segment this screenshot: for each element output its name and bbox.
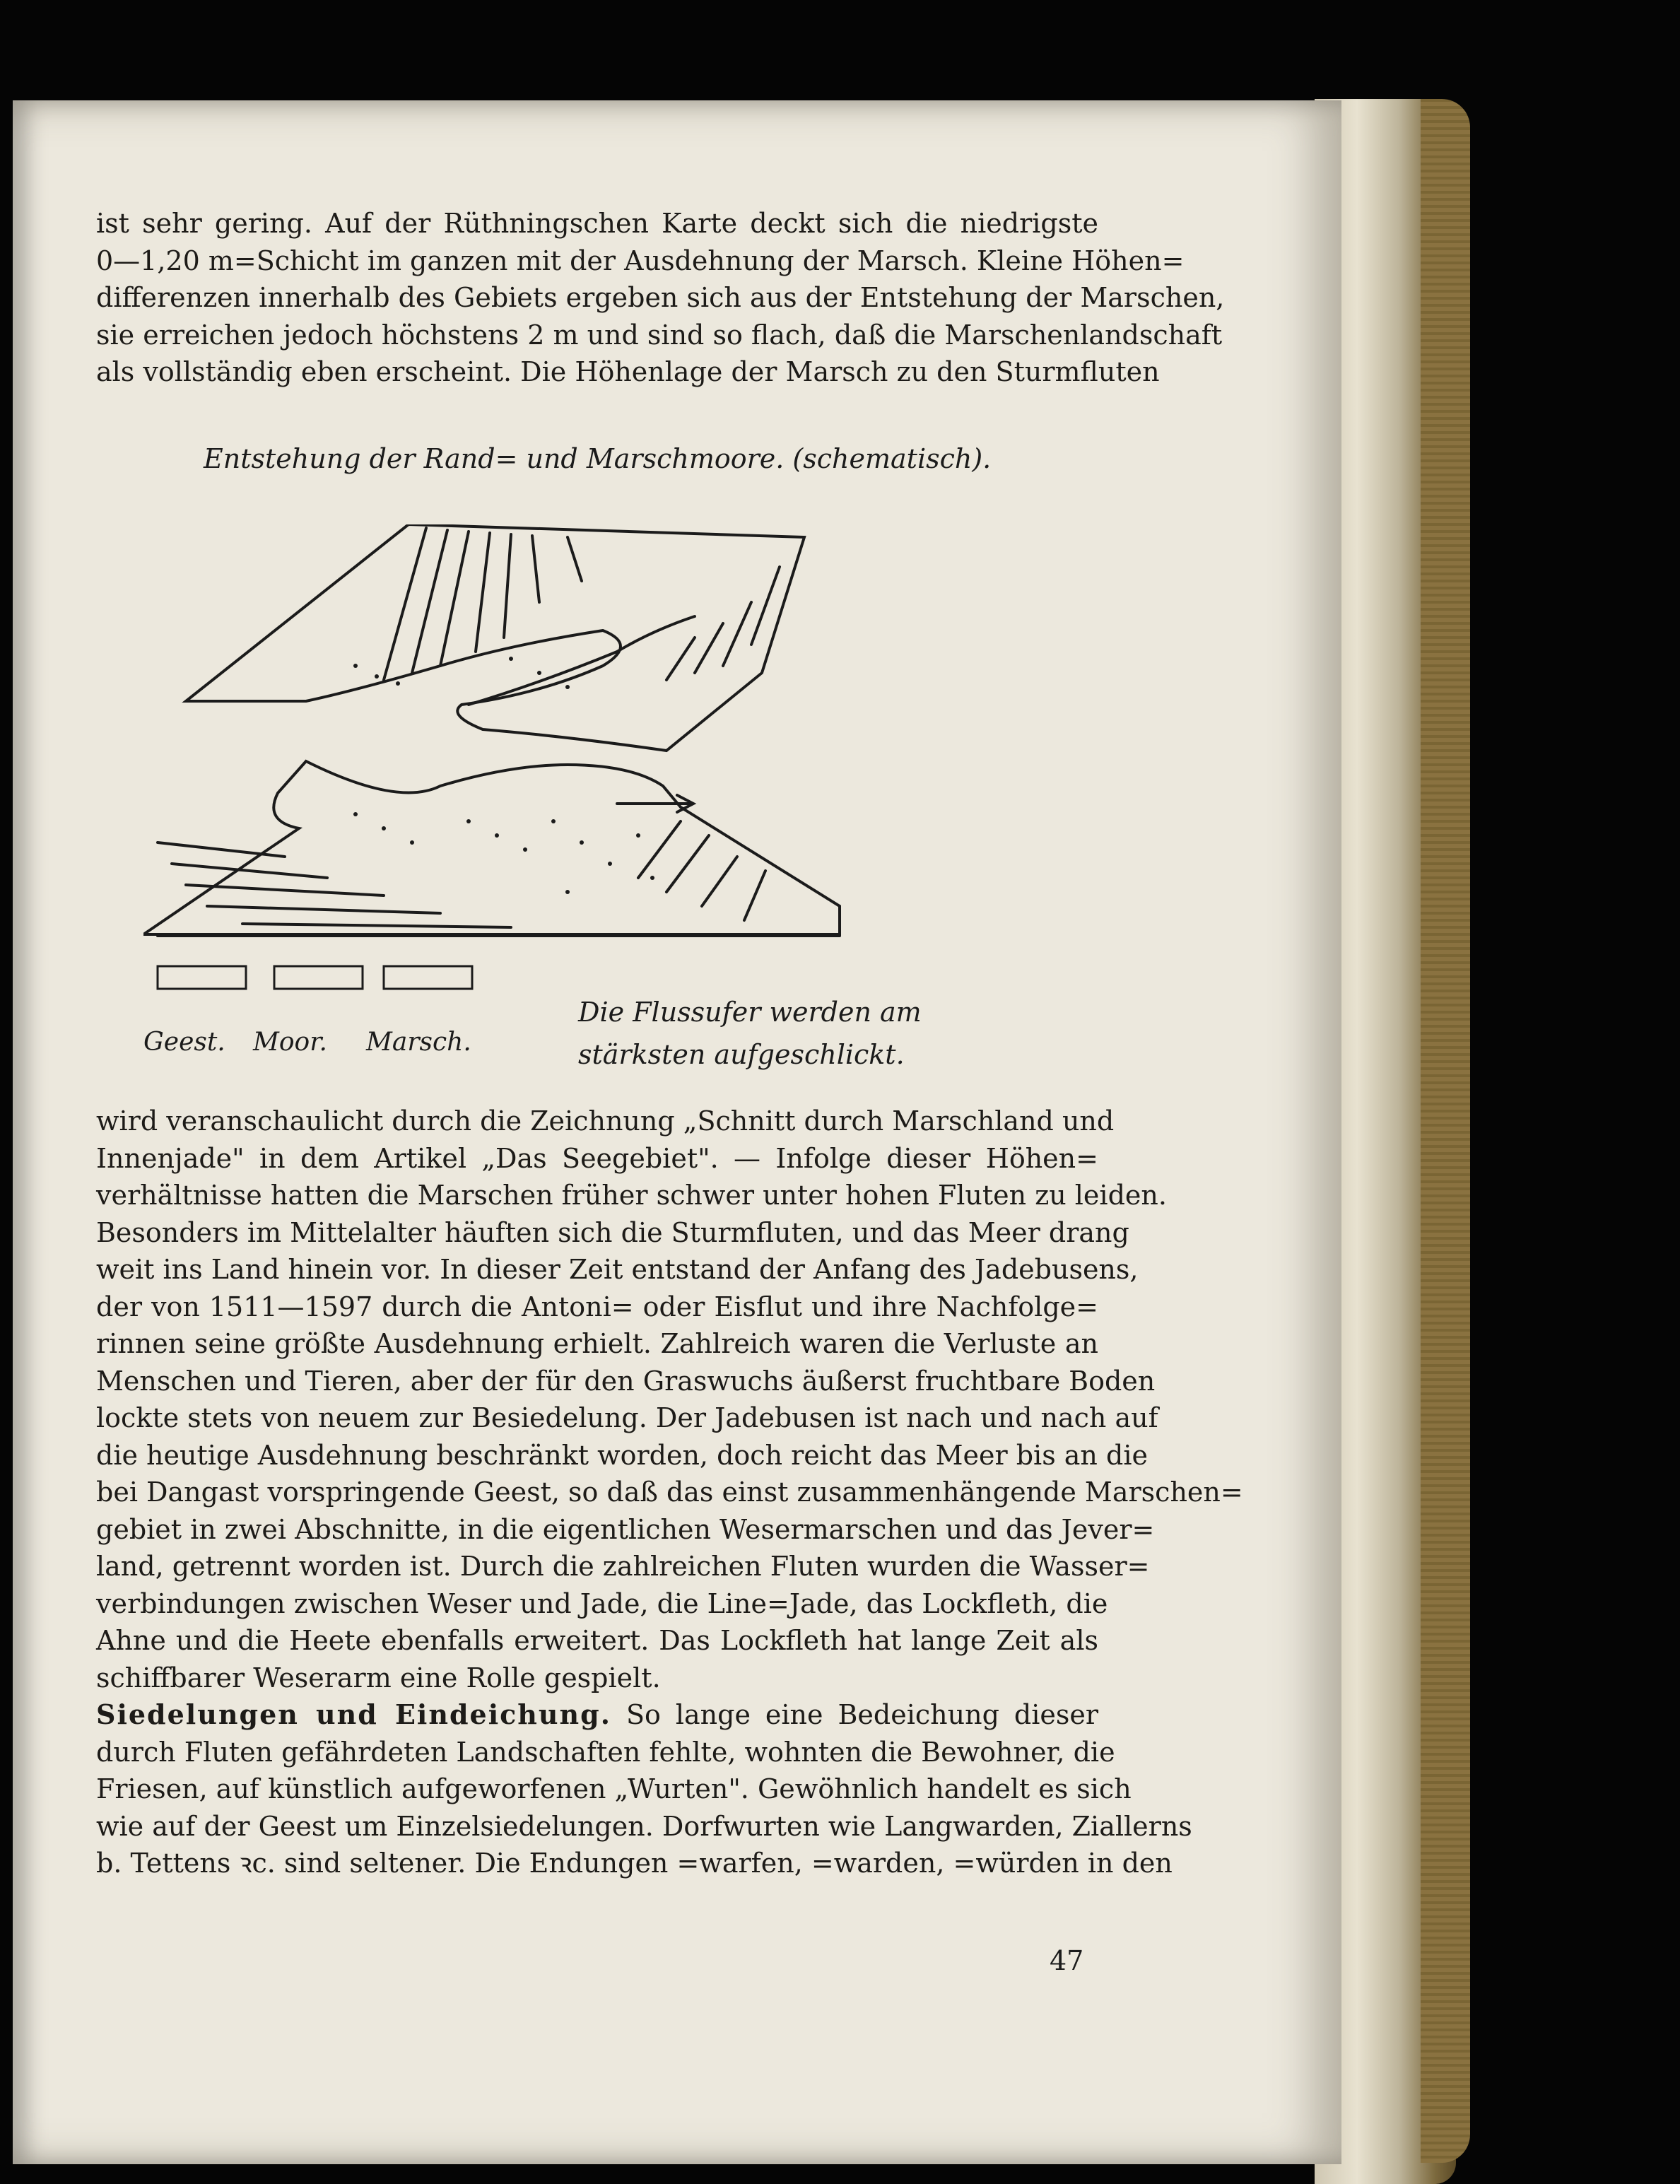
bottom-paragraph (96, 1103, 1243, 1882)
book-cover-edge (1421, 99, 1470, 2163)
section-first-line (96, 1696, 1098, 1734)
text-line: 0—1,20 m=Schicht im ganzen mit der Ausdehnung der Marsch. Kleine Höhen= (96, 245, 1185, 276)
text-line: Ahne und die Heete ebenfalls erweitert. Das Lockfleth hat lange Zeit als (96, 1625, 1098, 1656)
caption-line: Die Flussufer werden am (578, 997, 922, 1028)
text-line: die heutige Ausdehnung beschränkt worden, doch reicht das Meer bis an die (96, 1439, 1148, 1471)
legend-geest: Geest. (143, 1028, 225, 1057)
text-line: Innenjade" in dem Artikel „Das Seegebiet". — Infolge dieser Höhen= (96, 1142, 1098, 1174)
river-channel (469, 616, 695, 705)
text-line: b. Tettens ꝛc. sind seltener. Die Endungen =warfen, =warden, =würden in den (96, 1848, 1173, 1879)
text-line: sie erreichen jedoch höchstens 2 m und sind so flach, daß die Marschenlandschaft (96, 319, 1223, 351)
legend-marsch: Marsch. (366, 1028, 471, 1057)
book-page (13, 100, 1341, 2164)
text-line: wie auf der Geest um Einzelsiedelungen. Dorfwurten wie Langwarden, Ziallerns (96, 1810, 1192, 1842)
text-line: durch Fluten gefährdeten Landschaften fehlte, wohnten die Bewohner, die (96, 1736, 1115, 1768)
legend-box-moor (274, 966, 363, 989)
text-line: als vollständig eben erscheint. Die Höhenlage der Marsch zu den Sturmfluten (96, 356, 1160, 387)
figure-caption (578, 991, 922, 1076)
text-line: Besonders im Mittelalter häuften sich die Sturmfluten, und das Meer drang (96, 1216, 1129, 1248)
legend-moor: Moor. (253, 1028, 327, 1057)
text-line: verhältnisse hatten die Marschen früher schwer unter hohen Fluten zu leiden. (96, 1180, 1167, 1211)
text-line: wird veranschaulicht durch die Zeichnung „Schnitt durch Marschland und (96, 1105, 1115, 1137)
legend-box-geest (158, 966, 246, 989)
caption-line: stärksten aufgeschlickt. (578, 1039, 905, 1070)
text-line: Menschen und Tieren, aber der für den Graswuchs äußerst fruchtbare Boden (96, 1365, 1156, 1397)
schematic-figure (143, 524, 857, 991)
paragraph-end-line: schiffbarer Weserarm eine Rolle gespielt. (96, 1662, 661, 1693)
text-line: gebiet in zwei Abschnitte, in die eigentlichen Wesermarschen und das Jever= (96, 1513, 1155, 1545)
text-line: der von 1511—1597 durch die Antoni= oder Eisflut und ihre Nachfolge= (96, 1291, 1098, 1322)
legend-box-marsch (384, 966, 472, 989)
text-line: Friesen, auf künstlich aufgeworfenen „Wurten". Gewöhnlich handelt es sich (96, 1773, 1132, 1804)
page-number: 47 (1050, 1945, 1084, 1976)
text-line: rinnen seine größte Ausdehnung erhielt. Zahlreich waren die Verluste an (96, 1328, 1098, 1359)
upper-land-block (186, 524, 804, 751)
text-line: bei Dangast vorspringende Geest, so daß das einst zusammenhängende Marschen= (96, 1476, 1243, 1508)
text-line: land, getrennt worden ist. Durch die zahlreichen Fluten wurden die Wasser= (96, 1551, 1150, 1582)
section-heading: Siedelungen und Eindeichung. (96, 1698, 611, 1730)
text-line: ist sehr gering. Auf der Rüthningschen Karte deckt sich die niedrigste (96, 208, 1098, 239)
top-paragraph (96, 205, 1225, 391)
text-line: lockte stets von neuem zur Besiedelung. Der Jadebusen ist nach und nach auf (96, 1402, 1158, 1433)
text-line: weit ins Land hinein vor. In dieser Zeit entstand der Anfang des Jadebusens, (96, 1254, 1139, 1285)
text-line: verbindungen zwischen Weser und Jade, die Line=Jade, das Lockfleth, die (96, 1587, 1108, 1619)
section-first-line-text: So lange eine Bedeichung dieser (625, 1699, 1098, 1730)
text-line: differenzen innerhalb des Gebiets ergeben sich aus der Entstehung der Marschen, (96, 282, 1225, 313)
figure-title: Entstehung der Rand= und Marschmoore. (schematisch). (204, 443, 992, 474)
